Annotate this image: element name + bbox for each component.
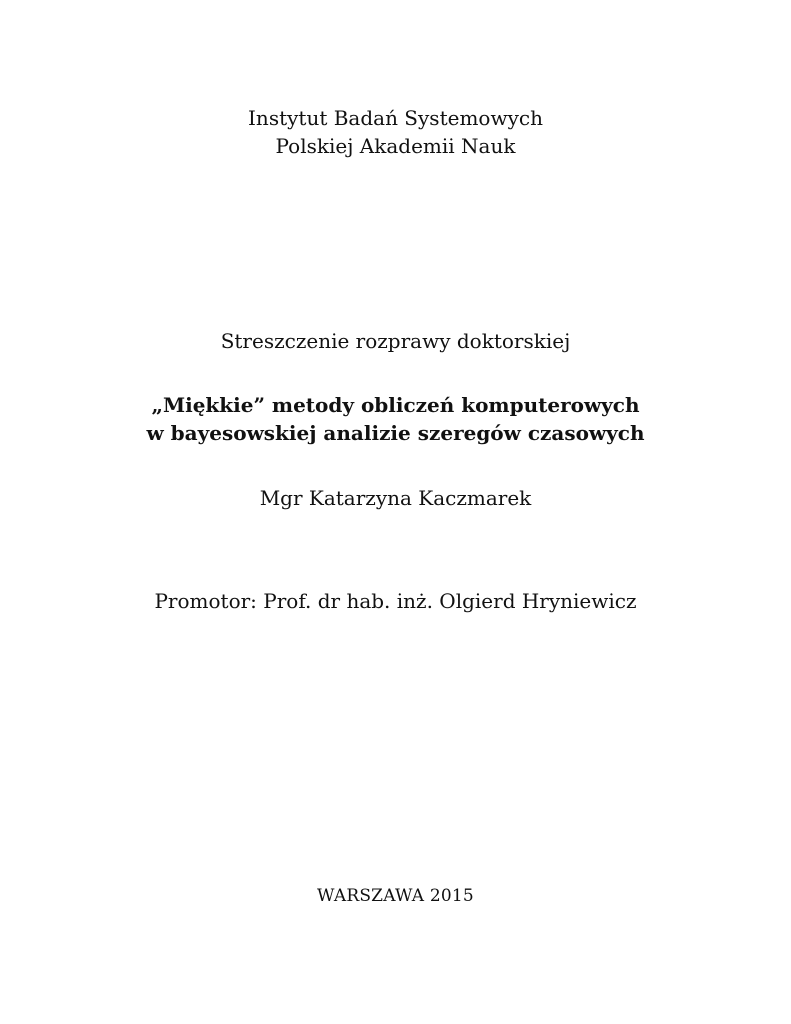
promoter: Promotor: Prof. dr hab. inż. Olgierd Hryniewicz (154, 589, 637, 613)
thesis-title-line-2: w bayesowskiej analizie szeregów czasowych (146, 421, 645, 445)
author-name: Mgr Katarzyna Kaczmarek (259, 486, 532, 510)
thesis-title-line-1: „Miękkie” metody obliczeń komputerowych (151, 393, 640, 417)
place-and-year: WARSZAWA 2015 (317, 886, 474, 906)
document-type: Streszczenie rozprawy doktorskiej (220, 329, 571, 353)
institution-line-1: Instytut Badań Systemowych (248, 106, 543, 130)
institution-line-2: Polskiej Akademii Nauk (275, 134, 516, 158)
